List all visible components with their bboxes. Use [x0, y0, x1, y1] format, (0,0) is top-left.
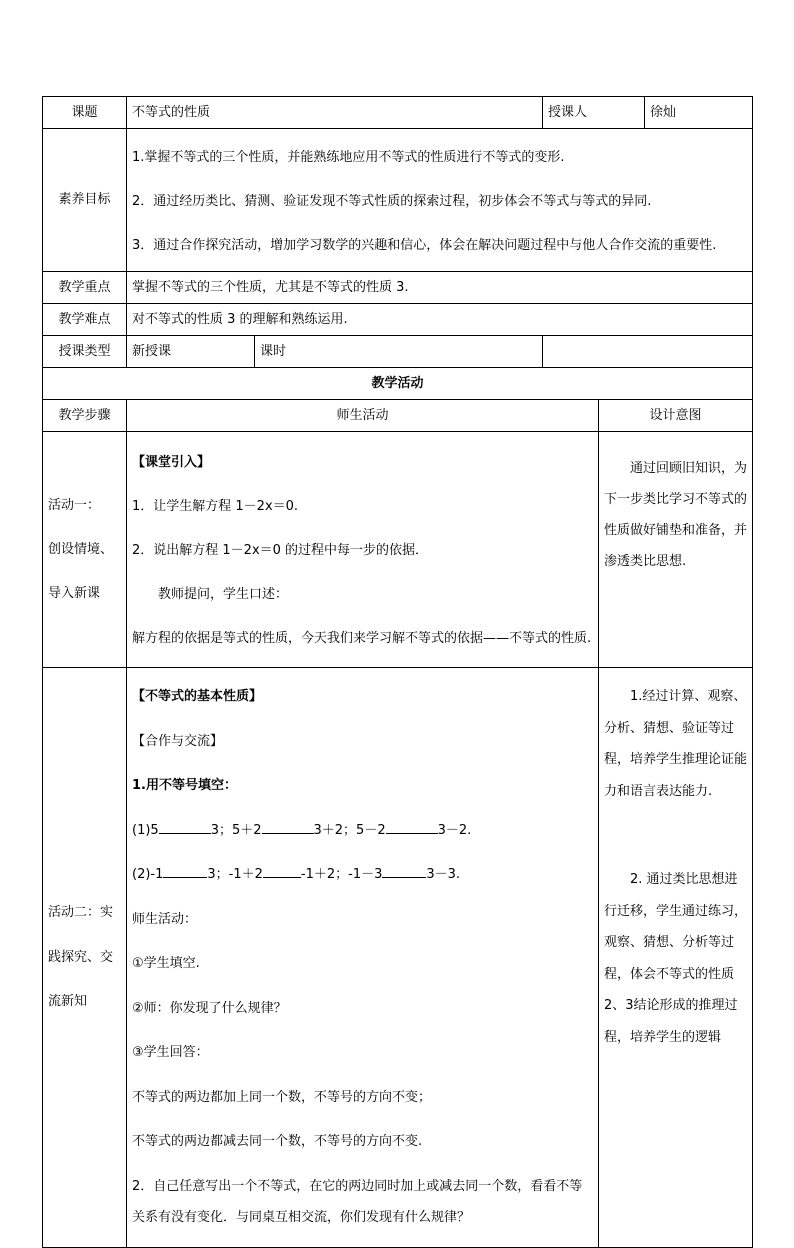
column-header-row [43, 400, 753, 432]
fill-row-2-a: (2)-1 [132, 867, 164, 882]
difficulty-label: 教学难点 [43, 304, 127, 336]
act1-line-3: 教师提问，学生口述： [158, 587, 289, 602]
fill-row-1 [132, 815, 593, 847]
col-step: 教学步骤 [43, 400, 127, 432]
focus-label: 教学重点 [43, 272, 127, 304]
rule-2: 不等式的两边都减去同一个数，不等号的方向不变. [132, 1134, 423, 1149]
activity-title-row [43, 368, 753, 400]
goals-cell [127, 129, 753, 272]
act1-heading: 【课堂引入】 [132, 455, 211, 470]
class-type-label: 授课类型 [43, 336, 127, 368]
teacher-value: 徐灿 [645, 97, 753, 129]
blank-1[interactable] [159, 821, 211, 834]
difficulty-value: 对不等式的性质 3 的理解和熟练运用. [127, 304, 753, 336]
act2-step-line-1: 活动二：实 [48, 905, 114, 920]
col-activity: 师生活动 [127, 400, 599, 432]
teacher-label: 授课人 [543, 97, 645, 129]
act1-line-1: 1．让学生解方程 1－2x＝0. [132, 499, 299, 514]
fill-row-2-c: -1＋2；-1－3 [300, 867, 383, 882]
act1-step [43, 432, 127, 668]
blank-6[interactable] [382, 865, 426, 878]
act2-intent-1: 1.经过计算、观察、分析、猜想、验证等过程，培养学生推理论证能力和语言表达能力. [604, 689, 748, 799]
rule-1: 不等式的两边都加上同一个数，不等号的方向不变； [132, 1089, 432, 1105]
focus-value: 掌握不等式的三个性质，尤其是不等式的性质 3. [127, 272, 753, 304]
act2-intent [599, 668, 753, 1248]
act2-content [127, 668, 599, 1248]
topic-label: 课题 [43, 97, 127, 129]
act2-intent-2: 2. 通过类比思想进行迁移，学生通过练习，观察、猜想、分析等过程，体会不等式的性质 2、3结论形成的推理过程，培养学生的逻辑 [604, 872, 748, 1045]
act2-step-line-2: 践探究、交 [48, 949, 114, 965]
activity-2-row [43, 668, 753, 1248]
lesson-plan-table [42, 96, 753, 1248]
intent-spacer [604, 820, 747, 851]
step-2: ②师：你发现了什么规律？ [132, 1000, 287, 1016]
activity-title: 教学活动 [43, 368, 753, 400]
act1-step-line-2: 创设情境、 [48, 542, 114, 557]
act1-intent-text: 通过回顾旧知识，为下一步类比学习不等式的性质做好铺垫和准备，并渗透类比思想. [604, 461, 748, 569]
step-1: ①学生填空. [132, 956, 200, 971]
blank-5[interactable] [263, 865, 301, 878]
act2-q2: 2．自己任意写出一个不等式，在它的两边同时加上或减去同一个数，看看不等关系有没有变化．与同桌互相交流，你们发现有什么规律？ [132, 1178, 583, 1225]
fill-row-2 [132, 859, 593, 891]
activity-1-row [43, 432, 753, 668]
period-cell [255, 336, 753, 368]
act1-content [127, 432, 599, 668]
fill-row-2-d: 3－3. [426, 867, 461, 882]
period-label: 课时 [255, 336, 543, 367]
blank-3[interactable] [386, 821, 438, 834]
goal-item-2: 2．通过经历类比、猜测、验证发现不等式性质的探索过程，初步体会不等式与等式的异同. [132, 194, 652, 209]
difficulty-row [43, 304, 753, 336]
act1-intent [599, 432, 753, 668]
goals-row [43, 129, 753, 272]
act2-heading: 【不等式的基本性质】 [132, 689, 263, 704]
act2-step [43, 668, 127, 1248]
step-3: ③学生回答： [132, 1045, 209, 1060]
period-value [543, 336, 752, 367]
act1-step-line-1: 活动一： [48, 498, 101, 513]
topic-value: 不等式的性质 [127, 97, 543, 129]
act2-sub-heading: 【合作与交流】 [132, 733, 224, 749]
class-type-row [43, 336, 753, 368]
class-type-value: 新授课 [127, 336, 255, 368]
act1-line-4: 解方程的依据是等式的性质，今天我们来学习解不等式的依据——不等式的性质. [132, 631, 592, 646]
fill-row-1-b: 3；5＋2 [210, 822, 262, 838]
fill-row-1-a: (1)5 [132, 822, 159, 838]
goals-label: 素养目标 [43, 129, 127, 272]
fill-row-1-d: 3－2. [437, 822, 472, 838]
col-intent: 设计意图 [599, 400, 753, 432]
fill-row-1-c: 3＋2；5－2 [313, 822, 386, 838]
goal-item-3: 3．通过合作探究活动，增加学习数学的兴趣和信心，体会在解决问题过程中与他人合作交流的重要性. [132, 238, 717, 253]
focus-row [43, 272, 753, 304]
blank-4[interactable] [163, 865, 207, 878]
goal-item-1: 1.掌握不等式的三个性质，并能熟练地应用不等式的性质进行不等式的变形. [132, 150, 565, 165]
teacher-student-label: 师生活动： [132, 911, 198, 927]
act1-step-line-3: 导入新课 [48, 586, 101, 601]
fill-row-2-b: 3；-1＋2 [207, 867, 263, 882]
act2-q1: 1.用不等号填空： [132, 778, 237, 793]
blank-2[interactable] [262, 821, 314, 834]
act2-step-line-3: 流新知 [48, 994, 88, 1009]
act1-line-2: 2．说出解方程 1－2x＝0 的过程中每一步的依据． [132, 543, 429, 558]
topic-row [43, 97, 753, 129]
